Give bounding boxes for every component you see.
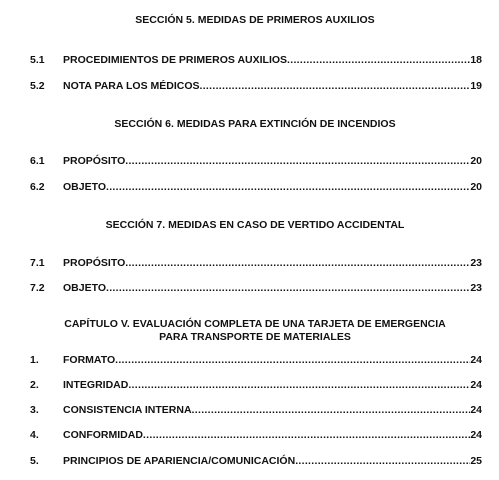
entry-number: 6.1 [30, 155, 45, 167]
page-number: 18 [470, 54, 482, 66]
chapter-heading-line2: PARA TRANSPORTE DE MATERIALES [159, 331, 351, 343]
dot-leader [143, 428, 470, 442]
entry-number: 5. [30, 455, 39, 467]
entry-title: INTEGRIDAD [63, 379, 129, 391]
page-number: 24 [470, 354, 482, 366]
toc-entry[interactable] [0, 154, 499, 168]
toc-entry[interactable] [0, 403, 499, 417]
dot-leader [106, 281, 470, 295]
toc-entry[interactable] [0, 378, 499, 392]
entry-title: PROPÓSITO [63, 257, 126, 269]
toc-entry[interactable] [0, 79, 499, 93]
entry-number: 4. [30, 429, 39, 441]
entry-title: PROPÓSITO [63, 155, 126, 167]
dot-leader [125, 256, 470, 270]
dot-leader [200, 79, 471, 93]
dot-leader [295, 454, 470, 468]
entry-title: OBJETO [63, 282, 106, 294]
entry-number: 6.2 [30, 181, 45, 193]
entry-number: 2. [30, 379, 39, 391]
toc-entry[interactable] [0, 281, 499, 295]
page-number: 24 [470, 429, 482, 441]
entry-title: CONSISTENCIA INTERNA [63, 404, 192, 416]
page-number: 23 [470, 257, 482, 269]
entry-title: FORMATO [63, 354, 116, 366]
page-number: 25 [470, 455, 482, 467]
entry-number: 7.1 [30, 257, 45, 269]
entry-title: CONFORMIDAD [63, 429, 143, 441]
entry-number: 5.2 [30, 80, 45, 92]
dot-leader [287, 53, 470, 67]
entry-number: 3. [30, 404, 39, 416]
section-heading: SECCIÓN 5. MEDIDAS DE PRIMEROS AUXILIOS [135, 14, 375, 26]
toc-entry[interactable] [0, 256, 499, 270]
dot-leader [106, 180, 470, 194]
page-number: 19 [470, 80, 482, 92]
dot-leader [125, 154, 470, 168]
toc-entry[interactable] [0, 180, 499, 194]
entry-title: PRINCIPIOS DE APARIENCIA/COMUNICACIÓN [63, 455, 296, 467]
page-number: 24 [470, 404, 482, 416]
entry-title: PROCEDIMIENTOS DE PRIMEROS AUXILIOS [63, 54, 288, 66]
page-number: 24 [470, 379, 482, 391]
entry-number: 5.1 [30, 54, 45, 66]
entry-number: 1. [30, 354, 39, 366]
page-number: 23 [470, 282, 482, 294]
page-number: 20 [470, 155, 482, 167]
dot-leader [192, 403, 471, 417]
section-heading: SECCIÓN 6. MEDIDAS PARA EXTINCIÓN DE INCENDIOS [114, 118, 396, 130]
toc-entry[interactable] [0, 454, 499, 468]
toc-entry[interactable] [0, 428, 499, 442]
dot-leader [115, 353, 470, 367]
dot-leader [128, 378, 470, 392]
toc-entry[interactable] [0, 53, 499, 67]
entry-title: OBJETO [63, 181, 106, 193]
chapter-heading: CAPÍTULO V. EVALUACIÓN COMPLETA DE UNA TARJETA DE EMERGENCIA [64, 318, 446, 330]
entry-number: 7.2 [30, 282, 45, 294]
section-heading: SECCIÓN 7. MEDIDAS EN CASO DE VERTIDO ACCIDENTAL [105, 219, 405, 231]
page-number: 20 [470, 181, 482, 193]
toc-entry[interactable] [0, 353, 499, 367]
entry-title: NOTA PARA LOS MÉDICOS [63, 80, 200, 92]
